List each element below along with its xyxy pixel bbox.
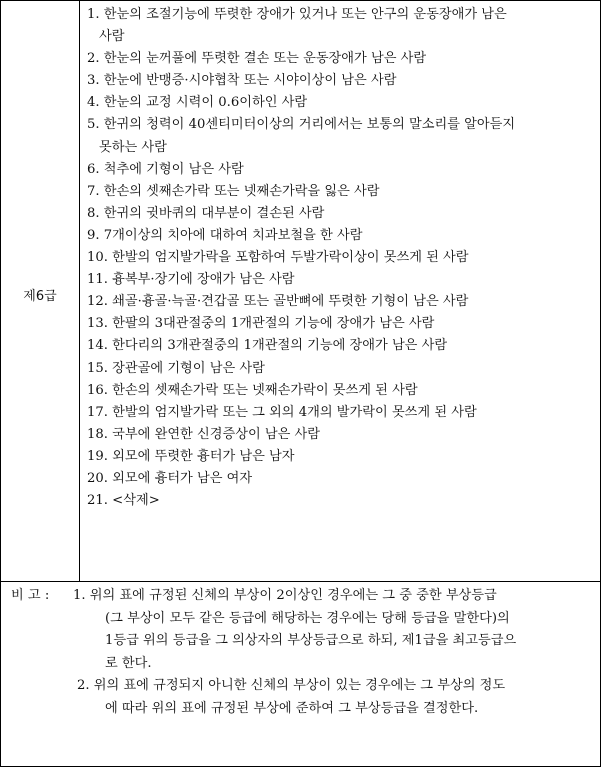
list-item-text: 12. 쇄골·흉골·늑골·견갑골 또는 골반뼈에 뚜렷한 기형이 남은 사람 <box>87 294 469 310</box>
list-item-text: 14. 한다리의 3개관절중의 1개관절의 기능에 장애가 남은 사람 <box>87 338 448 354</box>
list-item-text: 1. 한눈의 조절기능에 뚜렷한 장애가 있거나 또는 안구의 운동장애가 남은 <box>87 7 507 22</box>
remark-1-line-3: 1등급 위의 등급을 그 의상자의 부상등급으로 하되, 제1급을 최고등급으 <box>105 633 517 649</box>
list-item <box>87 114 595 158</box>
list-item-text: 10. 한발의 엄지발가락을 포함하여 두발가락이상이 못쓰게 된 사람 <box>87 250 469 266</box>
list-item-text: 17. 한발의 엄지발가락 또는 그 외의 4개의 발가락이 못쓰게 된 사람 <box>87 404 477 420</box>
list-item <box>87 424 595 446</box>
list-item-text: 19. 외모에 뚜렷한 흉터가 남은 남자 <box>87 448 295 464</box>
list-item-text: 7. 한손의 셋째손가락 또는 넷째손가락을 잃은 사람 <box>87 183 380 199</box>
list-item <box>87 203 595 225</box>
list-item <box>87 159 595 181</box>
list-item <box>87 313 595 335</box>
list-item-text: 6. 척추에 기형이 남은 사람 <box>87 161 244 177</box>
list-item <box>87 70 595 92</box>
list-item-text: 11. 흉복부·장기에 장애가 남은 사람 <box>87 272 295 288</box>
grade-section <box>1 1 600 582</box>
item-list <box>87 4 595 512</box>
list-item-text: 9. 7개이상의 치아에 대하여 치과보철을 한 사람 <box>87 227 363 243</box>
remark-2-line-2: 에 따라 위의 표에 규정된 부상에 준하여 그 부상등급을 결정한다. <box>105 701 479 716</box>
list-item-text: 16. 한손의 셋째손가락 또는 넷째손가락이 못쓰게 된 사람 <box>87 382 418 398</box>
remarks-label: 비 고 : <box>11 588 50 603</box>
list-item-text: 15. 장관골에 기형이 남은 사람 <box>87 360 265 376</box>
list-item-text: 8. 한귀의 귓바퀴의 대부분이 결손된 사람 <box>87 205 325 221</box>
list-item <box>87 92 595 114</box>
remark-1-line-2: (그 부상이 모두 같은 등급에 해당하는 경우에는 당해 등급을 말한다)의 <box>105 610 510 626</box>
list-item <box>87 446 595 468</box>
list-item-text: 5. 한귀의 청력이 40센티미터이상의 거리에서는 보통의 말소리를 알아듣지 <box>87 117 516 133</box>
list-item <box>87 181 595 203</box>
list-item <box>87 380 595 402</box>
list-item-text: 4. 한눈의 교정 시력이 0.6이하인 사람 <box>87 95 308 111</box>
grade-label: 제6급 <box>23 289 57 304</box>
grade-cell <box>1 1 80 581</box>
list-item-text: 3. 한눈에 반맹증·시야협착 또는 시야이상이 남은 사람 <box>87 73 397 89</box>
list-item <box>87 247 595 269</box>
list-item <box>87 468 595 490</box>
list-item <box>87 335 595 357</box>
list-item-text: 13. 한팔의 3대관절중의 1개관절의 기능에 장애가 남은 사람 <box>87 316 435 332</box>
list-item-text: 21. <삭제> <box>87 493 160 509</box>
list-item <box>87 402 595 424</box>
list-item <box>87 490 595 512</box>
list-item <box>87 291 595 313</box>
list-item-text: 20. 외모에 흉터가 남은 여자 <box>87 470 253 486</box>
remark-1-line-4: 로 한다. <box>105 655 152 671</box>
list-item <box>87 358 595 380</box>
list-item-continuation: 못하는 사람 <box>99 139 167 155</box>
list-item-continuation: 사람 <box>99 29 125 45</box>
list-item-text: 18. 국부에 완연한 신경증상이 남은 사람 <box>87 426 321 442</box>
list-item <box>87 4 595 48</box>
list-item <box>87 269 595 291</box>
list-item <box>87 225 595 247</box>
list-item <box>87 48 595 70</box>
list-item-text: 2. 한눈의 눈꺼풀에 뚜렷한 결손 또는 운동장애가 남은 사람 <box>87 51 427 67</box>
remark-1-line-1: 1. 위의 표에 규정된 신체의 부상이 2이상인 경우에는 그 중 중한 부상등급 <box>73 588 497 603</box>
remark-2-line-1: 2. 위의 표에 규정되지 아니한 신체의 부상이 있는 경우에는 그 부상의 정도 <box>77 678 506 694</box>
